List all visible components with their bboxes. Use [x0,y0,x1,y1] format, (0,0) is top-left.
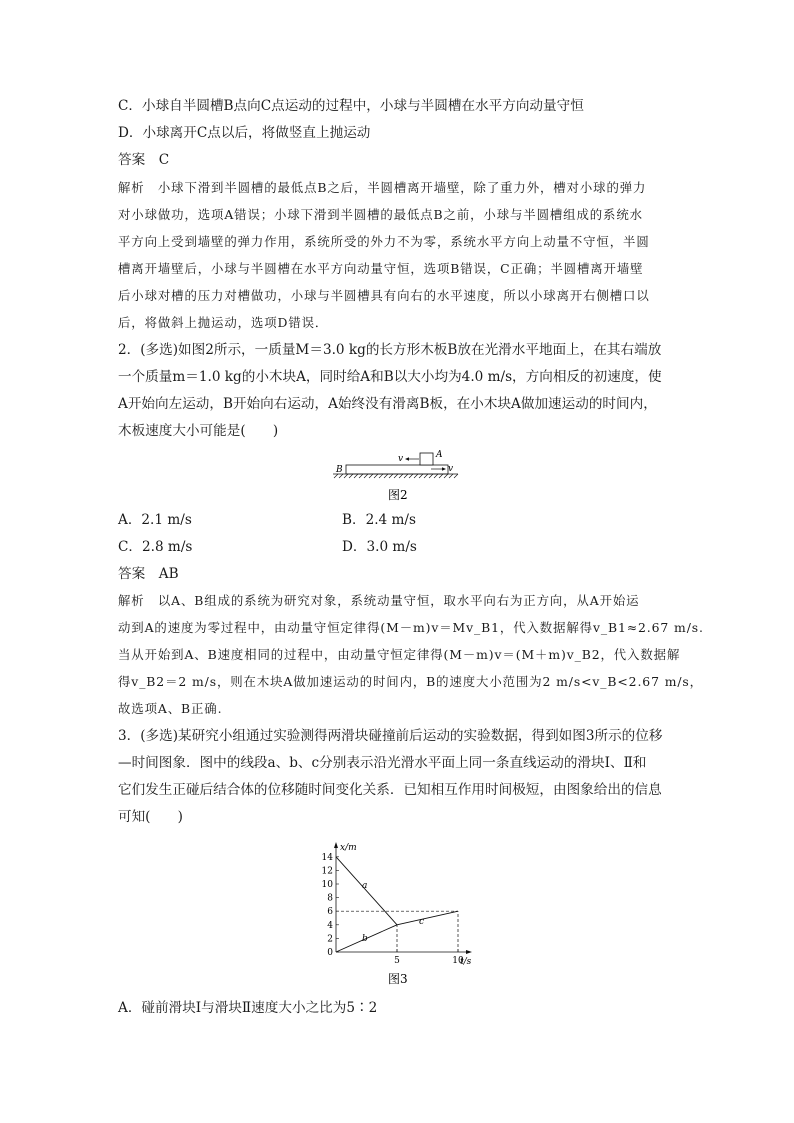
q1-analysis-line: 对小球做功，选项A错误；小球下滑到半圆槽的最低点B之前，小球与半圆槽组成的系统水 [118,207,643,222]
segment-label-b: b [362,934,368,944]
y-tick-label: 0 [327,948,333,958]
label-a: A [436,450,443,460]
q2-analysis-line: 当从开始到A、B速度相同的过程中，由动量守恒定律得(M－m)v＝(M＋m)v_B2，代入数据解 [118,647,681,662]
segment-label-c: c [419,917,425,927]
q2-stem-line: A开始向左运动，B开始向右运动，A始终没有滑离B板，在小木块A做加速运动的时间内， [118,396,657,412]
q2-analysis-line: 解析 以A、B组成的系统为研究对象，系统动量守恒，取水平向右为正方向，从A开始运 [118,593,640,608]
q1-answer: 答案 C [118,152,170,168]
q3-stem-line: 3．(多选)某研究小组通过实验测得两滑块碰撞前后运动的实验数据，得到如图3所示的位移 [118,728,663,744]
q1-analysis-line: 解析 小球下滑到半圆槽的最低点B之后，半圆槽离开墙壁，除了重力外，槽对小球的弹力 [118,180,647,195]
q2-analysis-line: 动到A的速度为零过程中，由动量守恒定律得(M－m)v＝Mv_B1，代入数据解得v_B1≈2.67 m/s. [118,620,704,635]
label-v-right: v [448,464,454,474]
q2-option-b: B．2.4 m/s [342,512,416,528]
q1-analysis-line: 后小球对槽的压力对槽做功，小球与半圆槽具有向右的水平速度，所以小球离开右侧槽口以 [118,288,650,303]
board-b [346,465,448,474]
x-tick-label: 5 [394,956,400,966]
y-tick-label: 2 [327,934,333,945]
y-tick-label: 8 [327,893,333,904]
segment-label-a: a [362,881,368,891]
q3-stem-line: 可知( ) [118,809,183,825]
series-line-c [397,911,458,925]
q2-option-c: C．2.8 m/s [118,539,193,555]
figure-2-caption: 图2 [388,488,408,502]
y-axis-label: x/m [340,843,357,853]
q2-analysis-line: 故选项A、B正确. [118,701,223,716]
q2-stem-line: 木板速度大小可能是( ) [118,423,279,439]
q2-option-d: D．3.0 m/s [342,539,417,555]
q2-option-a: A．2.1 m/s [118,512,192,528]
y-tick-label: 14 [321,852,333,863]
y-tick-label: 4 [327,920,333,931]
label-v-left: v [398,454,404,464]
q2-stem-line: 2．(多选)如图2所示，一质量M＝3.0 kg的长方形木板B放在光滑水平地面上，在其右端放 [118,342,662,358]
q1-analysis-line: 后，将做斜上抛运动，选项D错误． [118,315,329,330]
figure-3-chart [308,840,488,990]
q1-option-c: C．小球自半圆槽B点向C点运动的过程中，小球与半圆槽在水平方向动量守恒 [118,98,584,114]
q2-answer: 答案 AB [118,566,179,582]
figure-2 [328,448,468,504]
arrow-left-head [405,457,409,460]
block-a [420,453,433,465]
q2-stem-line: 一个质量m＝1.0 kg的小木块A，同时给A和B以大小均为4.0 m/s，方向相反的初速度，使 [118,369,662,385]
q1-analysis-line: 槽离开墙壁后，小球与半圆槽在水平方向动量守恒，选项B错误，C正确；半圆槽离开墙壁 [118,261,644,276]
q1-analysis-line: 平方向上受到墙壁的弹力作用，系统所受的外力不为零，系统水平方向上动量不守恒，半圆 [118,234,650,249]
x-axis-label: t/s [460,957,472,967]
x-axis-arrow [466,950,472,954]
q1-option-d: D．小球离开C点以后，将做竖直上抛运动 [118,125,371,141]
figure-3-caption: 图3 [388,972,408,986]
q3-option-a: A．碰前滑块Ⅰ与滑块Ⅱ速度大小之比为5∶2 [118,1000,378,1016]
q2-analysis-line: 得v_B2＝2 m/s，则在木块A做加速运动的时间内，B的速度大小范围为2 m/s<v_B<2.67 m/s， [118,674,703,689]
y-tick-label: 12 [321,866,333,877]
y-axis-arrow [334,842,338,848]
q3-stem-line: —时间图象．图中的线段a、b、c分别表示沿光滑水平面上同一条直线运动的滑块Ⅰ、Ⅱ和 [118,755,647,771]
x-tick-label: 10 [452,956,464,966]
ground-hatching [334,474,458,478]
label-b: B [336,465,343,475]
y-tick-label: 6 [327,907,333,918]
y-tick-label: 10 [321,880,333,890]
q3-stem-line: 它们发生正碰后结合体的位移随时间变化关系．已知相互作用时间极短，由图象给出的信息 [118,782,662,798]
